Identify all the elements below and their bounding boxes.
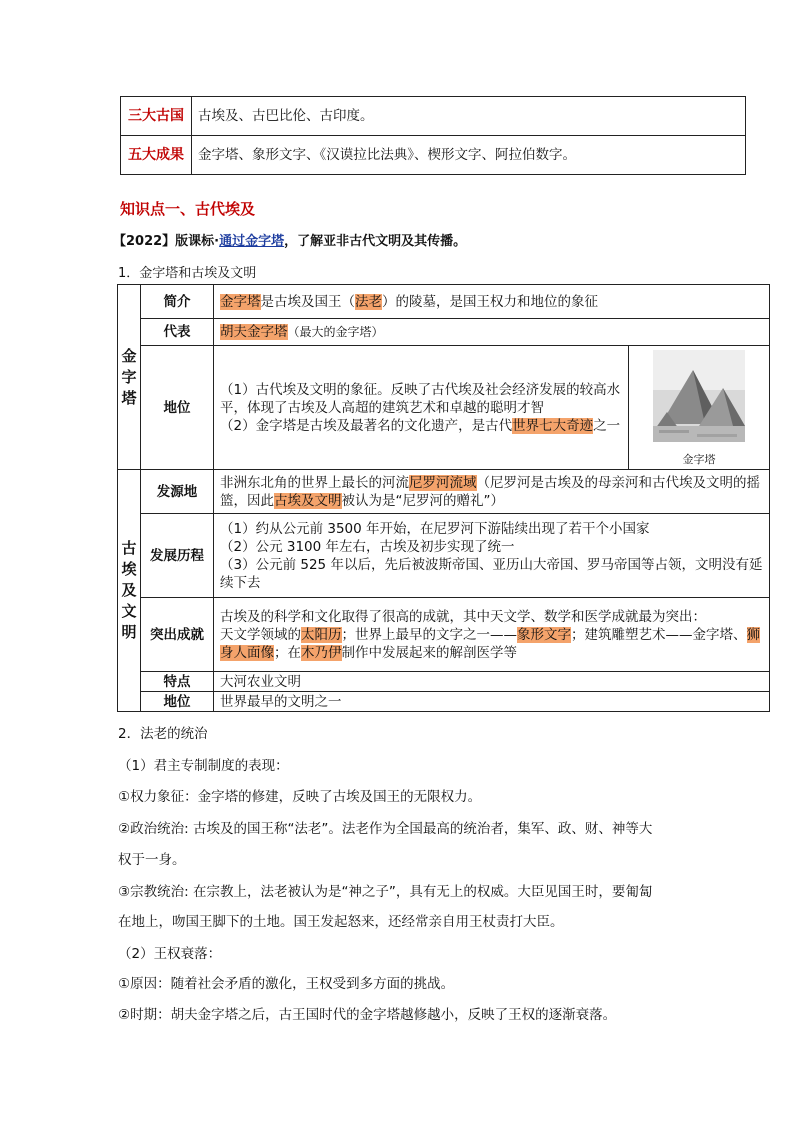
summary-table	[120, 96, 746, 175]
paragraph: ①权力象征：金字塔的修建，反映了古埃及国王的无限权力。	[118, 789, 482, 805]
summary-text: 古埃及、古巴比伦、古印度。	[192, 97, 746, 136]
text: 制作中发展起来的解剖医学等	[341, 644, 517, 661]
history-item: （3）公元前 525 年以后，先后被波斯帝国、亚历山大帝国、罗马帝国等占领，文明没有延续下去	[220, 556, 763, 591]
status-point-1: （1）古代埃及文明的象征。反映了古代埃及社会经济发展的较高水平，体现了古埃及人高超的建筑艺术和卓越的聪明才智	[220, 381, 621, 416]
highlight: 法老	[355, 293, 382, 310]
summary-label: 三大古国	[121, 97, 192, 136]
highlight: 木乃伊	[301, 644, 342, 661]
table-row	[118, 672, 770, 692]
pyramid-image	[653, 350, 745, 447]
text: ；建筑雕塑艺术——金字塔、	[571, 626, 747, 643]
highlight: 古埃及文明	[274, 492, 342, 509]
table-row	[118, 692, 770, 712]
text: 天文学领域的	[220, 626, 301, 643]
origin-cell	[214, 470, 770, 514]
achieve-cell	[214, 598, 770, 672]
paragraph: （1）君主专制制度的表现：	[118, 758, 289, 774]
section-title: 知识点一、古代埃及	[120, 200, 256, 218]
history-cell	[214, 514, 770, 598]
paragraph: ②政治统治: 古埃及的国王称“法老”。法老作为全国最高的统治者，集军、政、财、神等大	[118, 821, 653, 837]
text: （尼罗河是古埃及的母亲河和古代埃及文明的摇篮，因此	[220, 474, 760, 509]
curriculum-standard	[113, 230, 466, 249]
rep-cell	[214, 319, 770, 346]
table-row	[118, 470, 770, 514]
row-label: 特点	[141, 672, 214, 692]
group-label-pyramid: 金字塔	[118, 285, 141, 470]
status-cell	[214, 346, 629, 470]
text: ；在	[274, 644, 301, 661]
row-label: 突出成就	[141, 598, 214, 672]
row-label: 简介	[141, 285, 214, 319]
standard-prefix: 【2022】版课标·	[113, 234, 220, 249]
row-label: 地位	[141, 346, 214, 470]
position-cell: 世界最早的文明之一	[214, 692, 770, 712]
text: 是古埃及国王（	[260, 293, 355, 310]
subsection-title: 1．金字塔和古埃及文明	[118, 266, 257, 281]
highlight: 金字塔	[220, 293, 261, 310]
table-row	[118, 285, 770, 319]
text: 非洲东北角的世界上最长的河流	[220, 474, 409, 491]
row-label: 地位	[141, 692, 214, 712]
text: 被认为是“尼罗河的赠礼”）	[341, 492, 504, 509]
egypt-table	[117, 284, 770, 712]
paragraph: 权于一身。	[118, 852, 186, 868]
image-caption: 金字塔	[682, 453, 716, 466]
subsection-title: 2．法老的统治	[118, 726, 208, 742]
achieve-intro: 古埃及的科学和文化取得了很高的成就，其中天文学、数学和医学成就最为突出：	[220, 608, 706, 625]
text: ；世界上最早的文字之一——	[341, 626, 517, 643]
summary-label: 五大成果	[121, 136, 192, 175]
text: （2）金字塔是古埃及最著名的文化遗产，是古代	[220, 417, 513, 434]
group-label-egypt: 古埃及文明	[118, 470, 141, 712]
row-label: 代表	[141, 319, 214, 346]
paragraph: ③宗教统治: 在宗教上，法老被认为是“神之子”，具有无上的权威。大臣见国王时，要匍匐	[118, 884, 653, 900]
table-row	[118, 514, 770, 598]
highlight: 狮身人面像	[220, 626, 760, 661]
highlight: 尼罗河流域	[409, 474, 477, 491]
history-item: （1）约从公元前 3500 年开始，在尼罗河下游陆续出现了若干个小国家	[220, 520, 650, 537]
image-cell	[629, 346, 770, 470]
achieve-list	[220, 626, 763, 662]
handwritten-note: （最大的金字塔）	[287, 325, 384, 339]
standard-link[interactable]: 通过金字塔	[219, 234, 285, 249]
feature-cell: 大河农业文明	[214, 672, 770, 692]
paragraph: 在地上，吻国王脚下的土地。国王发起怒来，还经常亲自用王杖责打大臣。	[118, 914, 564, 930]
text: 之一	[593, 417, 621, 434]
summary-text: 金字塔、象形文字、《汉谟拉比法典》、楔形文字、阿拉伯数字。	[192, 136, 746, 175]
table-row	[118, 346, 770, 470]
highlight: 象形文字	[517, 626, 571, 643]
row-label: 发展历程	[141, 514, 214, 598]
highlight: 世界七大奇迹	[512, 417, 594, 434]
table-row	[121, 97, 746, 136]
table-row	[118, 598, 770, 672]
table-row	[118, 319, 770, 346]
intro-cell	[214, 285, 770, 319]
paragraph: （2）王权衰落：	[118, 946, 222, 962]
paragraph: ①原因：随着社会矛盾的激化，王权受到多方面的挑战。	[118, 976, 455, 992]
pyramid-photo	[653, 350, 745, 442]
row-label: 发源地	[141, 470, 214, 514]
text: ）的陵墓，是国王权力和地位的象征	[382, 293, 598, 310]
history-item: （2）公元 3100 年左右，古埃及初步实现了统一	[220, 538, 515, 555]
paragraph: ②时期：胡夫金字塔之后，古王国时代的金字塔越修越小，反映了王权的逐渐衰落。	[118, 1007, 617, 1023]
status-point-2	[220, 417, 622, 435]
highlight: 太阳历	[301, 626, 342, 643]
highlight: 胡夫金字塔	[220, 324, 288, 340]
table-row	[121, 136, 746, 175]
standard-suffix: ，了解亚非古代文明及其传播。	[284, 234, 467, 249]
